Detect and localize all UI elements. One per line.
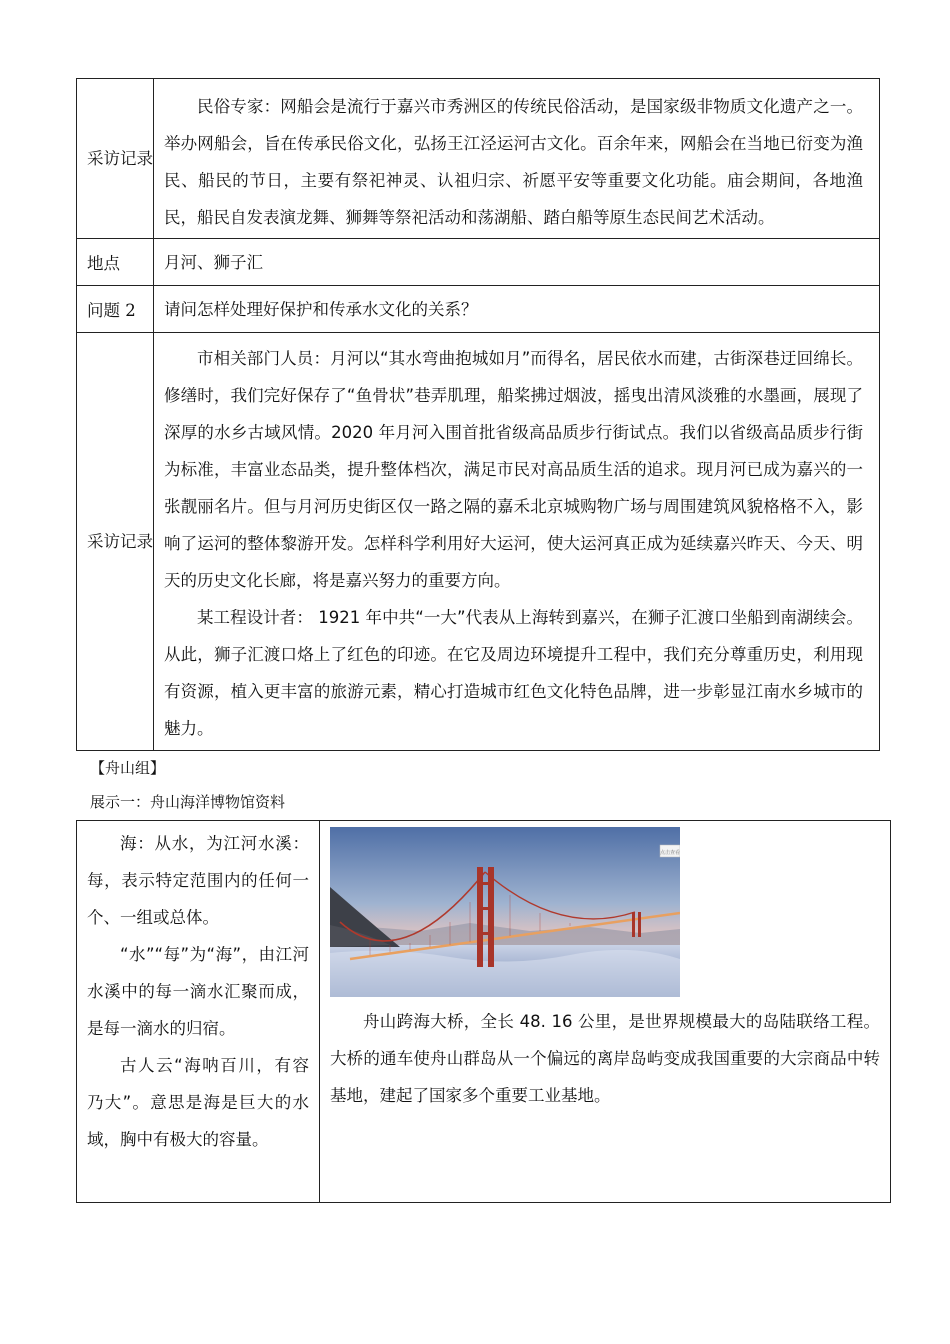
display-caption: 展示一：舟山海洋博物馆资料 <box>90 793 286 811</box>
table-row <box>77 286 880 333</box>
row-label: 地点 <box>77 239 154 286</box>
bridge-cell <box>320 821 891 1203</box>
group-heading: 【舟山组】 <box>90 759 166 777</box>
question-text: 请问怎样处理好保护和传承水文化的关系？ <box>154 286 880 333</box>
ancient-saying-paragraph: 古人云“海呐百川，有容乃大”。意思是海是巨大的水域，胸中有极大的容量。 <box>87 1056 309 1149</box>
row-label: 问题 2 <box>77 286 154 333</box>
interview-record-cell <box>154 79 880 239</box>
bridge-description: 舟山跨海大桥，全长 48. 16 公里，是世界规模最大的岛陆联络工程。大桥的通车使舟山群岛从一个偏远的离岸岛屿变成我国重要的大宗商品中转基地，建起了国家多个重要工业基地。 <box>330 1012 880 1105</box>
interview-record-cell <box>154 333 880 751</box>
folk-expert-paragraph: 民俗专家：网船会是流行于嘉兴市秀洲区的传统民俗活动，是国家级非物质文化遗产之一。举办网船会，旨在传承民俗文化，弘扬王江泾运河古文化。百余年来，网船会在当地已衍变为渔民、船民的节日，主要有祭祀神灵、认祖归宗、祈愿平安等重要文化功能。庙会期间，各地渔民，船民自发表演龙舞、狮舞等祭祀活动和荡湖船、踏白船等原生态民间艺术活动。 <box>164 97 863 227</box>
row-label: 采访记录 <box>77 333 154 751</box>
bridge-photo <box>330 827 680 997</box>
table-row <box>77 79 880 239</box>
official-paragraph: 市相关部门人员：月河以“其水弯曲抱城如月”而得名，居民依水而建，古街深巷迂回绵长。修缮时，我们完好保存了“鱼骨状”巷弄肌理，船桨拂过烟波，摇曳出清风淡雅的水墨画，展现了深厚的水乡古域风情。2020 年月河入围首批省级高品质步行街试点。我们以省级高品质步行街为标准，丰富业态品类，提升整体档次，满足市民对高品质生活的追求。现月河已成为嘉兴的一张靓丽名片。但与月河历史街区仅一路之隔的嘉禾北京城购物广场与周围建筑风貌格格不入，影响了运河的整体黎游开发。怎样科学利用好大运河，使大运河真正成为延续嘉兴昨天、今天、明天的历史文化长廊，将是嘉兴努力的重要方向。 <box>164 349 863 590</box>
sea-definition-paragraph: 海：从水，为江河水溪：每，表示特定范围内的任何一个、一组或总体。 <box>87 834 309 927</box>
interview-table <box>76 78 880 751</box>
designer-paragraph: 某工程设计者： 1921 年中共“一大”代表从上海转到嘉兴，在狮子汇渡口坐船到南湖续会。从此，狮子汇渡口烙上了红色的印迹。在它及周边环境提升工程中，我们充分尊重历史，利用现有资源，植入更丰富的旅游元素，精心打造城市红色文化特色品牌，进一步彰显江南水乡城市的魅力。 <box>164 608 863 738</box>
table-row <box>77 333 880 751</box>
museum-table <box>76 820 891 1203</box>
table-row <box>77 821 891 1203</box>
image-badge-label: 点击查看 <box>659 850 680 856</box>
sea-composition-paragraph: “水”“每”为“海”，由江河水溪中的每一滴水汇聚而成，是每一滴水的归宿。 <box>87 945 309 1038</box>
location-value: 月河、狮子汇 <box>154 239 880 286</box>
sea-character-cell <box>77 821 320 1203</box>
table-row <box>77 239 880 286</box>
row-label: 采访记录 <box>77 79 154 239</box>
